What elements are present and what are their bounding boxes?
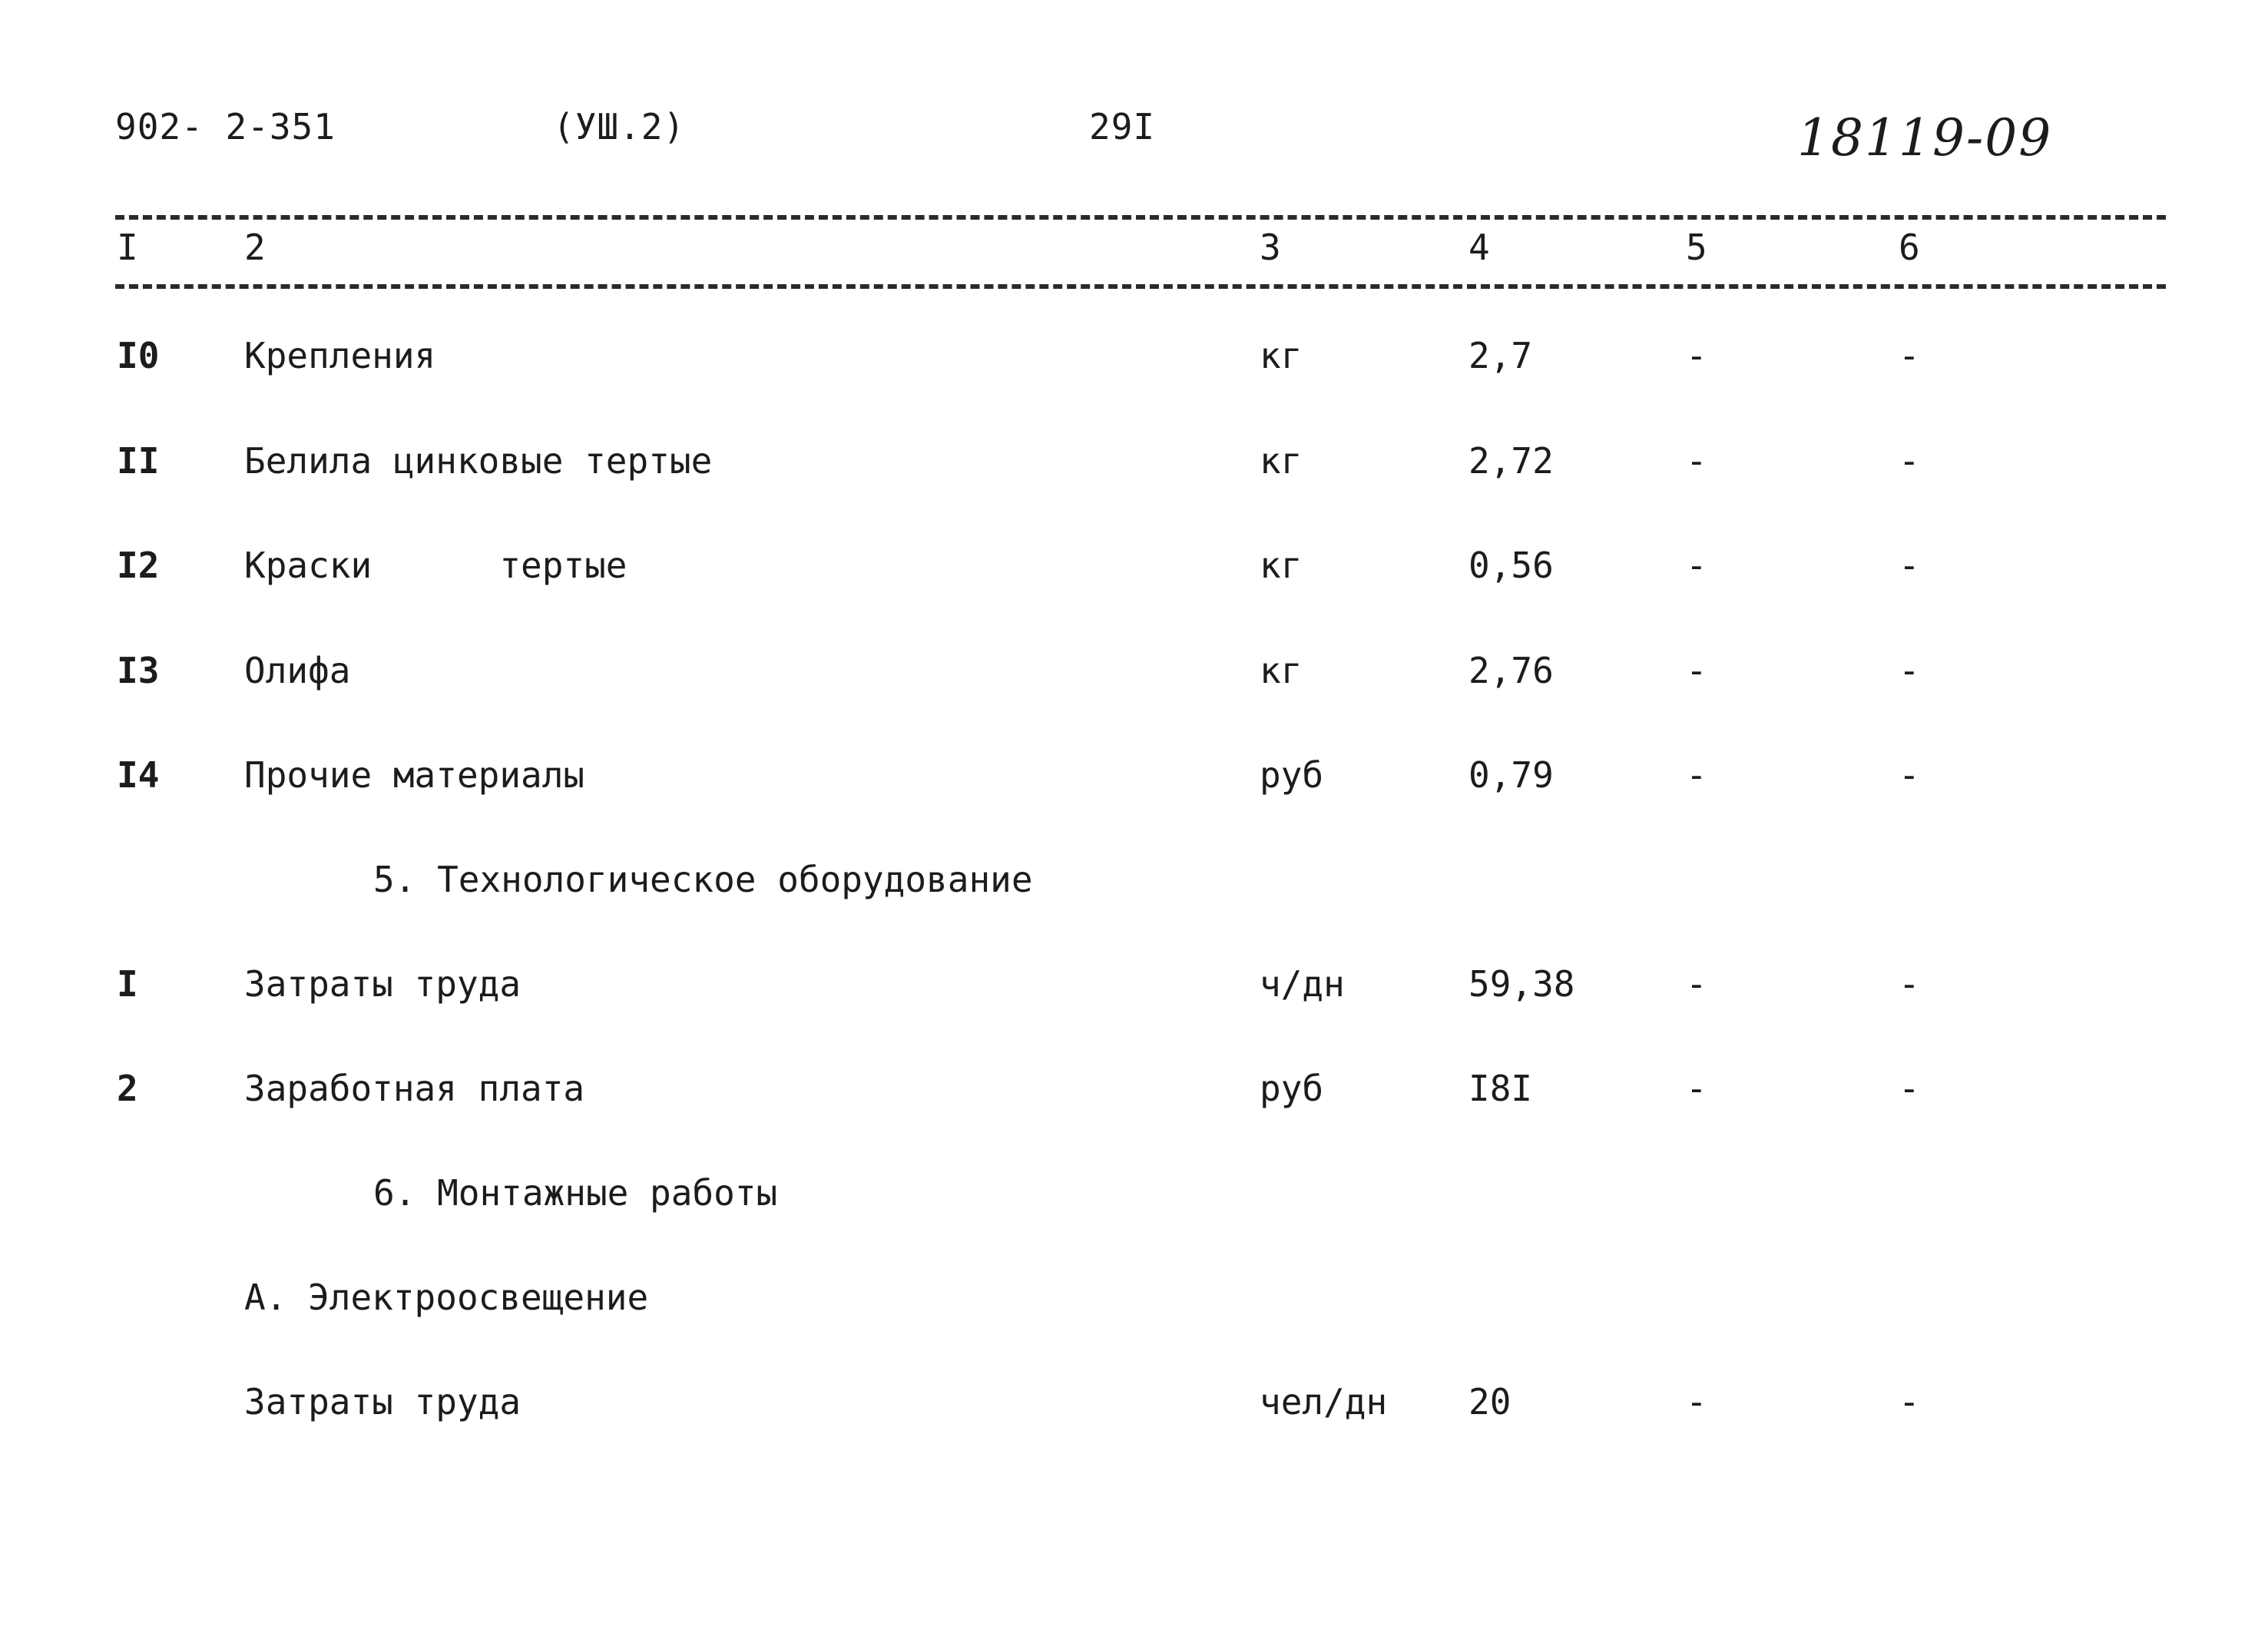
row-unit: кг [1260,545,1303,586]
row-col5: - [1686,650,1707,691]
column-header-2: 2 [244,227,266,268]
document-subtitle: (УШ.2) [553,106,686,147]
row-col6: - [1899,650,1920,691]
row-col5: - [1686,440,1707,482]
row-number: II [117,440,160,482]
row-col5: - [1686,754,1707,796]
row-name: Крепления [244,335,436,376]
table-row [0,333,2268,379]
row-col6: - [1899,1068,1920,1109]
row-quantity: 2,76 [1468,650,1554,691]
row-col5: - [1686,1068,1707,1109]
row-col5: - [1686,335,1707,376]
section-heading: 5. Технологическое оборудование [373,859,1033,900]
row-name: Белила цинковые тертые [244,440,713,482]
row-number: I3 [117,650,160,691]
row-col5: - [1686,1381,1707,1423]
column-header-1: I [117,227,138,268]
row-quantity: I8I [1468,1068,1533,1109]
row-unit: кг [1260,335,1303,376]
row-col6: - [1899,335,1920,376]
row-col6: - [1899,545,1920,586]
row-col6: - [1899,1381,1920,1423]
row-col6: - [1899,440,1920,482]
row-quantity: 2,7 [1468,335,1533,376]
page-number: 29I [1089,106,1156,147]
table-row [0,752,2268,798]
column-header-5: 5 [1686,227,1707,268]
row-quantity: 0,79 [1468,754,1554,796]
row-number: I2 [117,545,160,586]
row-quantity: 59,38 [1468,963,1575,1005]
row-quantity: 20 [1468,1381,1511,1423]
row-name: Затраты труда [244,1381,521,1423]
row-name: Затраты труда [244,963,521,1005]
table-top-rule [115,215,2166,220]
row-number: I4 [117,754,160,796]
subsection-heading: А. Электроосвещение [244,1277,649,1318]
row-number: I [117,963,138,1005]
row-unit: кг [1260,650,1303,691]
table-row [0,1379,2268,1425]
row-col6: - [1899,963,1920,1005]
section-heading: 6. Монтажные работы [373,1172,778,1214]
handwritten-number: 18119-09 [1797,108,2053,167]
row-unit: руб [1260,1068,1324,1109]
row-col6: - [1899,754,1920,796]
table-row [0,961,2268,1007]
table-row [0,648,2268,694]
row-name: Прочие материалы [244,754,585,796]
document-code: 902- 2-351 [115,106,336,147]
row-col5: - [1686,963,1707,1005]
row-unit: ч/дн [1260,963,1345,1005]
table-row [0,1065,2268,1111]
row-name: Олифа [244,650,351,691]
column-header-3: 3 [1260,227,1281,268]
column-header-6: 6 [1899,227,1920,268]
row-quantity: 0,56 [1468,545,1554,586]
row-quantity: 2,72 [1468,440,1554,482]
table-row [0,542,2268,588]
row-number: 2 [117,1068,138,1109]
row-unit: чел/дн [1260,1381,1388,1423]
row-number: I0 [117,335,160,376]
row-name: Краски тертые [244,545,627,586]
row-col5: - [1686,545,1707,586]
table-header-rule [115,284,2166,289]
row-name: Заработная плата [244,1068,585,1109]
row-unit: кг [1260,440,1303,482]
column-header-4: 4 [1468,227,1490,268]
table-row [0,438,2268,484]
row-unit: руб [1260,754,1324,796]
